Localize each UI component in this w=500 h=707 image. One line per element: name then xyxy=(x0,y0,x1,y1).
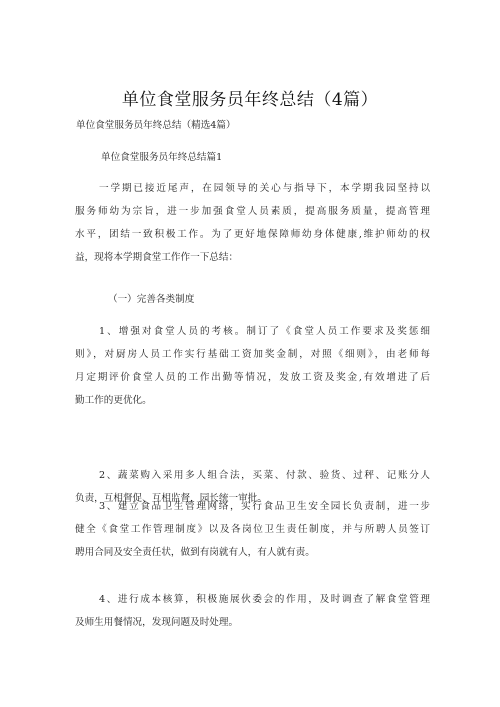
document-title: 单位食堂服务员年终总结（4篇） xyxy=(121,90,379,110)
paragraph-line: 水平，团结一致积极工作。为了更好地保障师幼身体健康,维护师幼的权 xyxy=(75,229,430,240)
paragraph-line: 月定期评价食堂人员的工作出勤等情况，发放工资及奖金,有效增进了后 xyxy=(75,372,430,383)
paragraph-line: 健全《食堂工作管理制度》以及各岗位卫生责任制度，并与所聘人员签订 xyxy=(75,524,430,535)
paragraph-line: 3、建立食品卫生管理网络，实行食品卫生安全园长负责制，进一步 xyxy=(99,501,430,512)
paragraph-line: 益，现将本学期食堂工作作一下总结： xyxy=(75,252,239,263)
paragraph-line: 勤工作的更优化。 xyxy=(75,395,152,406)
document-subtitle: 单位食堂服务员年终总结（精选4篇） xyxy=(76,120,236,131)
paragraph-line: 聘用合同及安全责任状，做到有岗就有人，有人就有责。 xyxy=(75,547,315,558)
paragraph-line: 一学期已接近尾声，在园领导的关心与指导下，本学期我园坚持以 xyxy=(99,183,430,194)
item-4-paragraph xyxy=(75,588,430,634)
item-3-paragraph xyxy=(75,495,430,564)
paragraph-line: 及师生用餐情况，发现问题及时处理。 xyxy=(75,617,239,628)
subheading-improve-systems: （一）完善各类制度 xyxy=(108,294,195,305)
paragraph-line: 1、增强对食堂人员的考核。制订了《食堂人员工作要求及奖惩细 xyxy=(99,326,430,337)
item-1-paragraph xyxy=(75,320,430,412)
paragraph-line: 2、蔬菜购入采用多人组合法，买菜、付款、验货、过秤、记账分人 xyxy=(99,470,430,481)
paragraph-line: 则》，对厨房人员工作实行基础工资加奖金制，对照《细则》，由老师每 xyxy=(75,349,430,360)
section-title: 单位食堂服务员年终总结篇1 xyxy=(101,152,223,163)
intro-paragraph xyxy=(75,177,430,269)
paragraph-line: 负责，互相督促、互相监督，园长统一审批。 xyxy=(75,493,267,504)
paragraph-line: 服务师幼为宗旨，进一步加强食堂人员素质，提高服务质量，提高管理 xyxy=(75,206,430,217)
paragraph-line: 4、进行成本核算，积极施展伙委会的作用，及时调查了解食堂管理 xyxy=(99,594,430,605)
